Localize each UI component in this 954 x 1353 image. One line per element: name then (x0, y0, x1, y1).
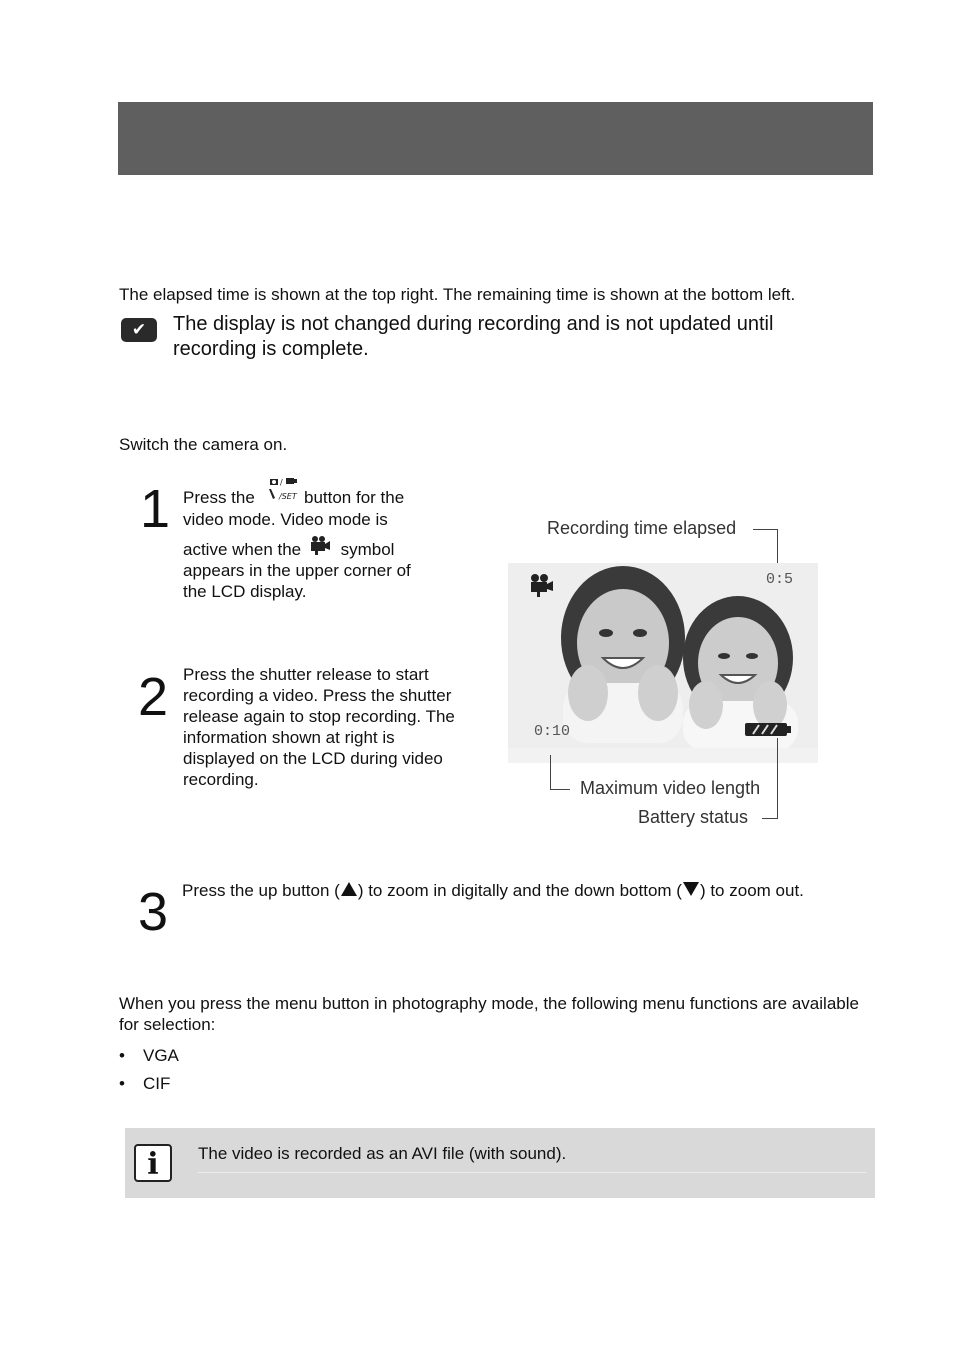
svg-text:/SET: /SET (279, 492, 297, 501)
step-1-line3 (183, 539, 453, 561)
switch-on-text: Switch the camera on. (119, 435, 288, 454)
mode-set-button-icon (267, 475, 305, 503)
menu-item-vga (119, 1045, 179, 1066)
callout-battery-v (777, 738, 778, 819)
step-3-part2: ) to zoom in digitally and the down bottom ( (357, 881, 682, 900)
section-header-bar (118, 102, 873, 175)
up-arrow-icon (340, 881, 358, 897)
info-divider (198, 1172, 866, 1173)
label-maximum-video-length: Maximum video length (580, 778, 761, 798)
step-2-number: 2 (138, 667, 169, 727)
callout-elapsed-h (753, 529, 778, 530)
bullet-icon: • (119, 1074, 125, 1093)
step-2-text: Press the shutter release to start recording a video. Press the shutter release again to stop recording. The information shown at right is displayed on the LCD during video recording. (183, 665, 455, 789)
info-icon: i (134, 1144, 172, 1182)
step-3-part3: ) to zoom out. (699, 881, 804, 900)
step-1-part2: button for the (304, 488, 405, 507)
callout-max-v (550, 755, 551, 790)
menu-item-label: CIF (143, 1074, 171, 1093)
step-1-line2: video mode. Video mode is (183, 510, 388, 529)
bullet-icon: • (119, 1046, 125, 1065)
lcd-elapsed-time: 0:5 (766, 571, 794, 588)
callout-battery-h (762, 818, 778, 819)
step-3-number: 3 (138, 882, 169, 942)
menu-item-cif (119, 1073, 170, 1094)
checkmark-note-icon: ✔ (121, 318, 157, 342)
step-3-part1: Press the up button ( (182, 881, 340, 900)
step-1-part1: Press the (183, 488, 255, 507)
step-1-part3: active when the (183, 540, 302, 559)
label-battery-status: Battery status (638, 807, 749, 827)
lcd-remaining-time: 0:10 (534, 723, 571, 740)
step-3-text (182, 880, 882, 901)
note-text: The display is not changed during recording and is not updated until recording is complete. (173, 313, 774, 360)
menu-item-label: VGA (143, 1046, 179, 1065)
label-recording-time-elapsed: Recording time elapsed (547, 518, 737, 538)
elapsed-time-text: The elapsed time is shown at the top right. The remaining time is shown at the bottom left. (119, 285, 796, 304)
menu-intro-text: When you press the menu button in photography mode, the following menu functions are available for selection: (119, 994, 859, 1034)
info-text: The video is recorded as an AVI file (with sound). (198, 1144, 567, 1163)
video-camera-icon (306, 535, 336, 555)
step-1-number: 1 (140, 479, 171, 539)
down-arrow-icon (682, 881, 700, 897)
callout-max-h (550, 789, 570, 790)
step-1-symbol-word: symbol (340, 540, 395, 559)
svg-text:/: / (280, 478, 283, 487)
lcd-video-mode-icon (526, 573, 554, 599)
step-1-part4: appears in the upper corner of the LCD display. (183, 561, 411, 601)
lcd-battery-icon (745, 723, 787, 736)
lcd-recording-screen-image (508, 563, 818, 763)
